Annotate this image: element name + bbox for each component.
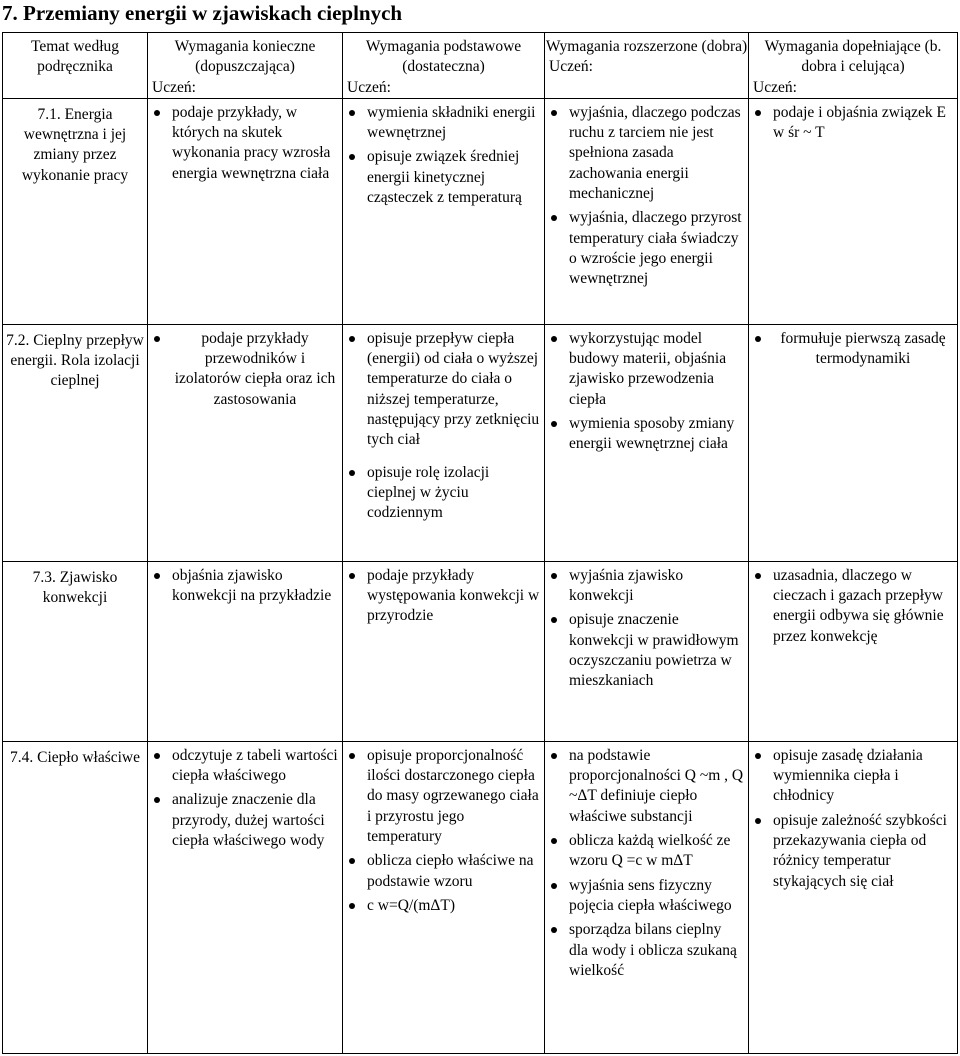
- list-item: wymienia sposoby zmiany energii wewnętrznej ciała: [545, 414, 744, 455]
- list-item: c w=Q/(mΔT): [343, 896, 540, 916]
- topic-label: 7.3. Zjawisko konwekcji: [32, 568, 118, 607]
- list-item: wyjaśnia sens fizyczny pojęcia ciepła właściwego: [545, 876, 744, 917]
- requirement-cell: [749, 98, 958, 324]
- requirement-cell: [148, 561, 343, 741]
- page-title: 7. Przemiany energii w zjawiskach cieplnych: [2, 1, 403, 25]
- requirements-table: [2, 32, 958, 1054]
- uczen-label: Uczeń:: [753, 78, 797, 96]
- list-item: wyjaśnia, dlaczego przyrost temperatury ciała świadczy o wzroście jego energii wewnętrznej: [545, 208, 744, 289]
- topic-cell: [3, 324, 148, 561]
- header-extended: [545, 33, 749, 99]
- header-label: Wymagania konieczne (dopuszczająca): [174, 38, 316, 76]
- requirement-cell: [148, 741, 343, 1053]
- list-item: podaje przykłady przewodników i izolatorów ciepła oraz ich zastosowania: [148, 329, 338, 410]
- header-row: [3, 33, 958, 99]
- topic-label: 7.4. Ciepło właściwe: [9, 748, 140, 766]
- list-item: sporządza bilans cieplny dla wody i oblicza szukaną wielkość: [545, 920, 744, 981]
- list-item: opisuje związek średniej energii kinetycznej cząsteczek z temperaturą: [343, 147, 540, 208]
- list-item: wymienia składniki energii wewnętrznej: [343, 103, 540, 144]
- list-item: opisuje rolę izolacji cieplnej w życiu codziennym: [343, 463, 540, 524]
- list-item: opisuje znaczenie konwekcji w prawidłowym oczyszczaniu powietrza w mieszkaniach: [545, 610, 744, 691]
- header-topic: [3, 33, 148, 99]
- header-label: Wymagania podstawowe (dostateczna): [365, 38, 522, 76]
- header-label: Wymagania rozszerzone (dobra): [545, 38, 748, 55]
- header-label: Temat według podręcznika: [30, 38, 119, 76]
- topic-cell: [3, 98, 148, 324]
- uczen-label: Uczeń:: [549, 58, 593, 76]
- header-required: [148, 33, 343, 99]
- list-item: wyjaśnia zjawisko konwekcji: [545, 566, 744, 607]
- requirement-cell: [545, 324, 749, 561]
- list-item: oblicza ciepło właściwe na podstawie wzoru: [343, 851, 540, 892]
- list-item: wyjaśnia, dlaczego podczas ruchu z tarciem nie jest spełniona zasada zachowania energii mechanicznej: [545, 103, 744, 204]
- requirement-cell: [343, 98, 545, 324]
- requirement-cell: [343, 741, 545, 1053]
- header-basic: [343, 33, 545, 99]
- list-item: opisuje proporcjonalność ilości dostarczonego ciepła do masy ogrzewanego ciała i przyrostu jego temperatury: [343, 746, 540, 847]
- list-item: oblicza każdą wielkość ze wzoru Q =c w mΔT: [545, 831, 744, 872]
- requirement-cell: [545, 741, 749, 1053]
- topic-cell: [3, 741, 148, 1053]
- list-item: opisuje zależność szybkości przekazywania ciepła od różnicy temperatur stykających się ciał: [749, 811, 953, 892]
- list-item: podaje i objaśnia związek E w śr ~ T: [749, 103, 953, 144]
- requirement-cell: [148, 324, 343, 561]
- header-label: Wymagania dopełniające (b. dobra i celująca): [764, 38, 942, 76]
- requirement-cell: [343, 324, 545, 561]
- list-item: podaje przykłady występowania konwekcji w przyrodzie: [343, 566, 540, 627]
- topic-cell: [3, 561, 148, 741]
- list-item: objaśnia zjawisko konwekcji na przykładzie: [148, 566, 338, 607]
- list-item: formułuje pierwszą zasadę termodynamiki: [749, 329, 953, 370]
- uczen-label: Uczeń:: [152, 78, 196, 96]
- list-item: analizuje znaczenie dla przyrody, dużej wartości ciepła właściwego wody: [148, 790, 338, 851]
- uczen-label: Uczeń:: [347, 78, 391, 96]
- requirement-cell: [749, 324, 958, 561]
- requirement-cell: [343, 561, 545, 741]
- topic-label: 7.1. Energia wewnętrzna i jej zmiany przez wykonanie pracy: [21, 105, 129, 184]
- list-item: podaje przykłady, w których na skutek wykonania pracy wzrosła energia wewnętrzna ciała: [148, 103, 338, 184]
- requirement-cell: [749, 741, 958, 1053]
- list-item: odczytuje z tabeli wartości ciepła właściwego: [148, 746, 338, 787]
- table-row: [3, 98, 958, 324]
- table-row: [3, 324, 958, 561]
- table-row: [3, 741, 958, 1053]
- requirement-cell: [749, 561, 958, 741]
- list-item: opisuje zasadę działania wymiennika ciepła i chłodnicy: [749, 746, 953, 807]
- header-supplementary: [749, 33, 958, 99]
- requirement-cell: [545, 98, 749, 324]
- table-row: [3, 561, 958, 741]
- list-item: na podstawie proporcjonalności Q ~m , Q ~ΔT definiuje ciepło właściwe substancji: [545, 746, 744, 827]
- list-item: uzasadnia, dlaczego w cieczach i gazach przepływ energii odbywa się głównie przez konwekcję: [749, 566, 953, 647]
- requirement-cell: [545, 561, 749, 741]
- list-item: opisuje przepływ ciepła (energii) od ciała o wyższej temperaturze do ciała o niższej temperaturze, następujący przy zetknięciu tych ciał: [343, 329, 540, 451]
- requirement-cell: [148, 98, 343, 324]
- topic-label: 7.2. Cieplny przepływ energii. Rola izolacji cieplnej: [6, 331, 144, 390]
- list-item: wykorzystując model budowy materii, objaśnia zjawisko przewodzenia ciepła: [545, 329, 744, 410]
